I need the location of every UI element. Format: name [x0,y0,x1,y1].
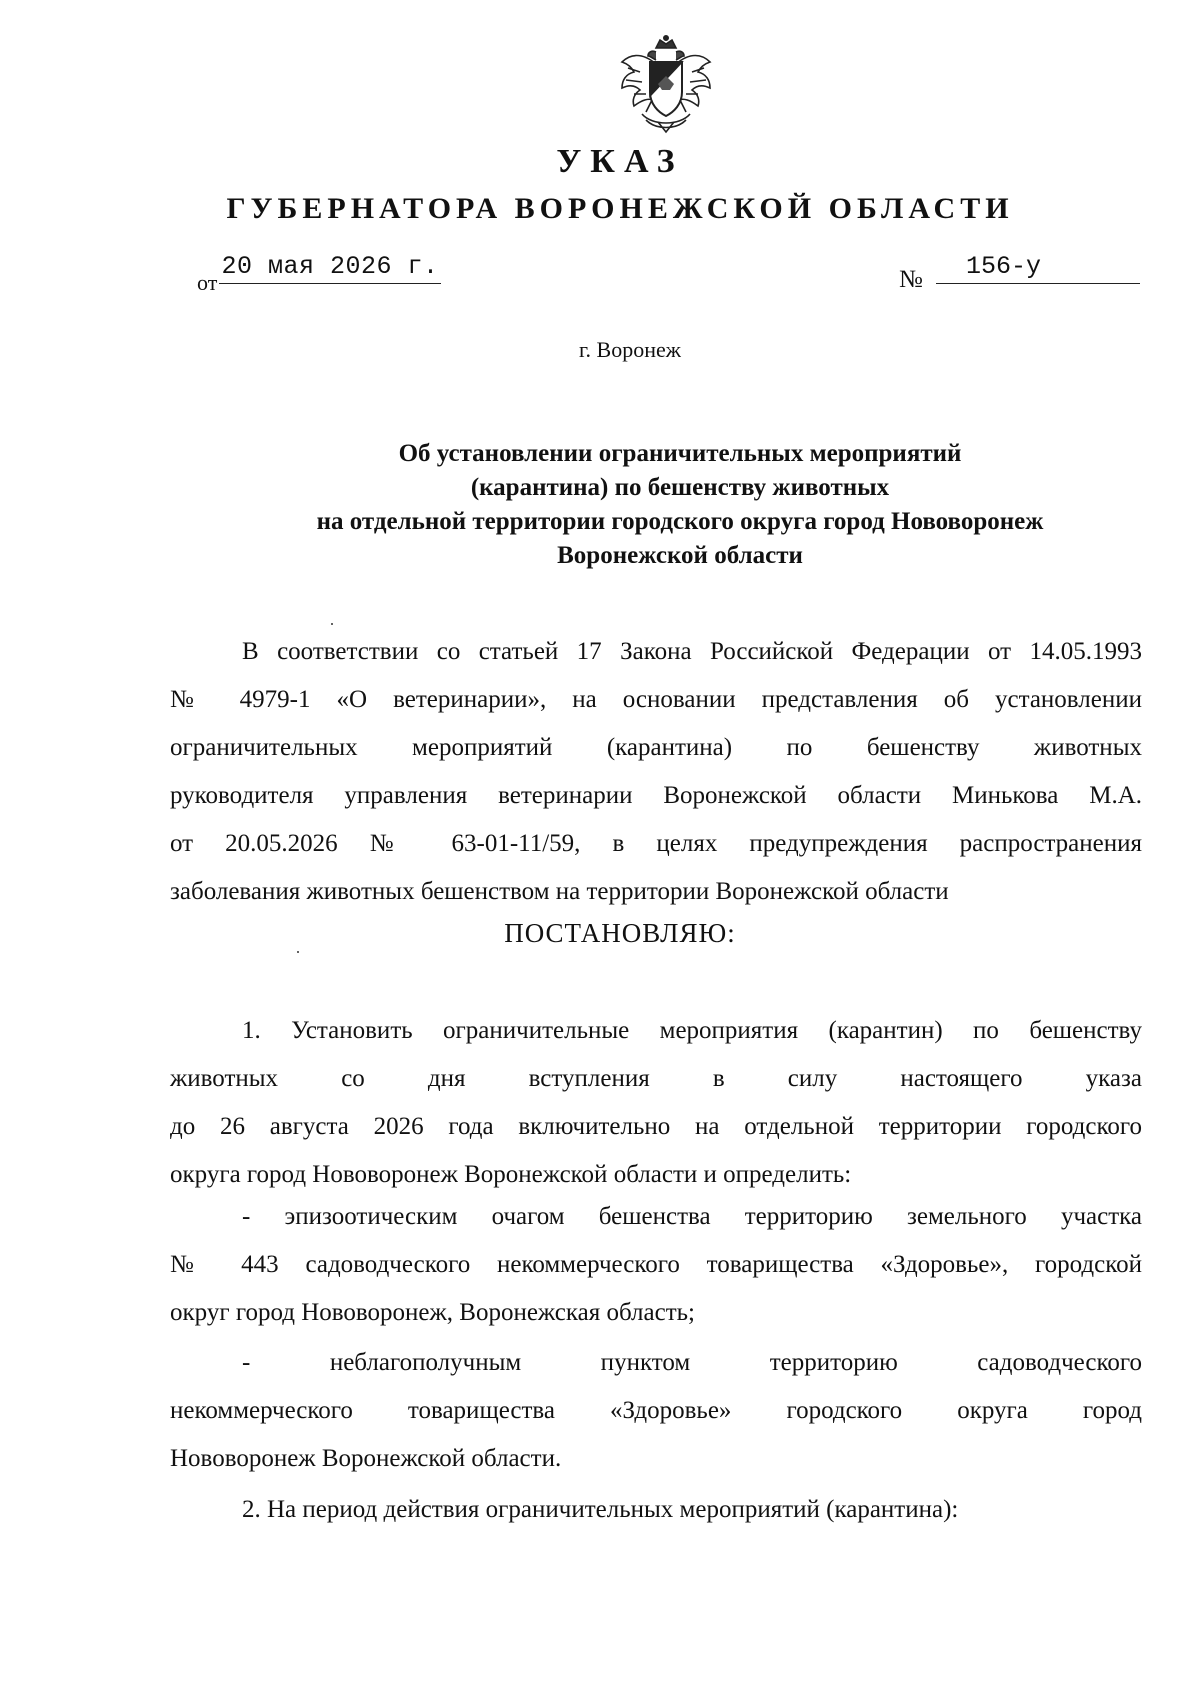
item-1-line: животных со дня вступления в силу настоящего указа [170,1065,1142,1092]
item-1-paragraph [170,1007,1142,1199]
document-issuer: ГУБЕРНАТОРА ВОРОНЕЖСКОЙ ОБЛАСТИ [226,192,1014,225]
item-1-line: округа город Нововоронеж Воронежской области и определить: [170,1161,852,1188]
item-1-line: 1. Установить ограничительные мероприятия (карантин) по бешенству [242,1017,1142,1044]
document-title [160,437,1140,573]
item-1-sub-1-line: - эпизоотическим очагом бешенства территорию земельного участка [242,1203,1142,1230]
item-1-sub-2-line: Нововоронеж Воронежской области. [170,1445,562,1472]
title-line: (карантина) по бешенству животных [470,474,890,501]
preamble-line: № 4979-1 «О ветеринарии», на основании представления об установлении [170,686,1142,713]
title-line: на отдельной территории городского округа город Нововоронеж [316,508,1044,535]
preamble-line: заболевания животных бешенством на территории Воронежской области [170,878,949,905]
scan-speck [297,951,299,953]
item-2-paragraph [170,1486,1142,1534]
preamble-line: В соответствии со статьей 17 Закона Российской Федерации от 14.05.1993 [242,638,1142,665]
preamble-paragraph [170,628,1142,916]
number-prefix: № [899,266,923,293]
item-1-sub-2-line: - неблагополучным пунктом территорию садоводческого [242,1349,1142,1376]
document-type: УКАЗ [556,143,684,180]
item-1-sub-2-paragraph [170,1339,1142,1483]
item-1-line: до 26 августа 2026 года включительно на отдельной территории городского [170,1113,1142,1140]
document-date: 20 мая 2026 г. [219,252,441,284]
preamble-line: от 20.05.2026 № 63-01-11/59, в целях предупреждения распространения [170,830,1142,857]
document-number: 156-у [936,252,1140,284]
title-line: Воронежской области [557,542,803,569]
scan-speck [331,623,333,625]
preamble-line: руководителя управления ветеринарии Воронежской области Минькова М.А. [170,782,1142,809]
decree-word: ПОСТАНОВЛЯЮ: [504,918,736,948]
title-line: Об установлении ограничительных мероприятий [398,440,962,467]
document-city: г. Воронеж [579,337,681,362]
item-1-sub-1-paragraph [170,1193,1142,1337]
item-2-line: 2. На период действия ограничительных мероприятий (карантина): [242,1496,959,1523]
item-1-sub-2-line: некоммерческого товарищества «Здоровье» городского округа город [170,1397,1142,1424]
preamble-line: ограничительных мероприятий (карантина) по бешенству животных [170,734,1142,761]
item-1-sub-1-line: № 443 садоводческого некоммерческого товарищества «Здоровье», городской [170,1251,1142,1278]
date-prefix: от [197,270,218,295]
coat-of-arms-icon [612,34,720,134]
item-1-sub-1-line: округ город Нововоронеж, Воронежская область; [170,1299,695,1326]
